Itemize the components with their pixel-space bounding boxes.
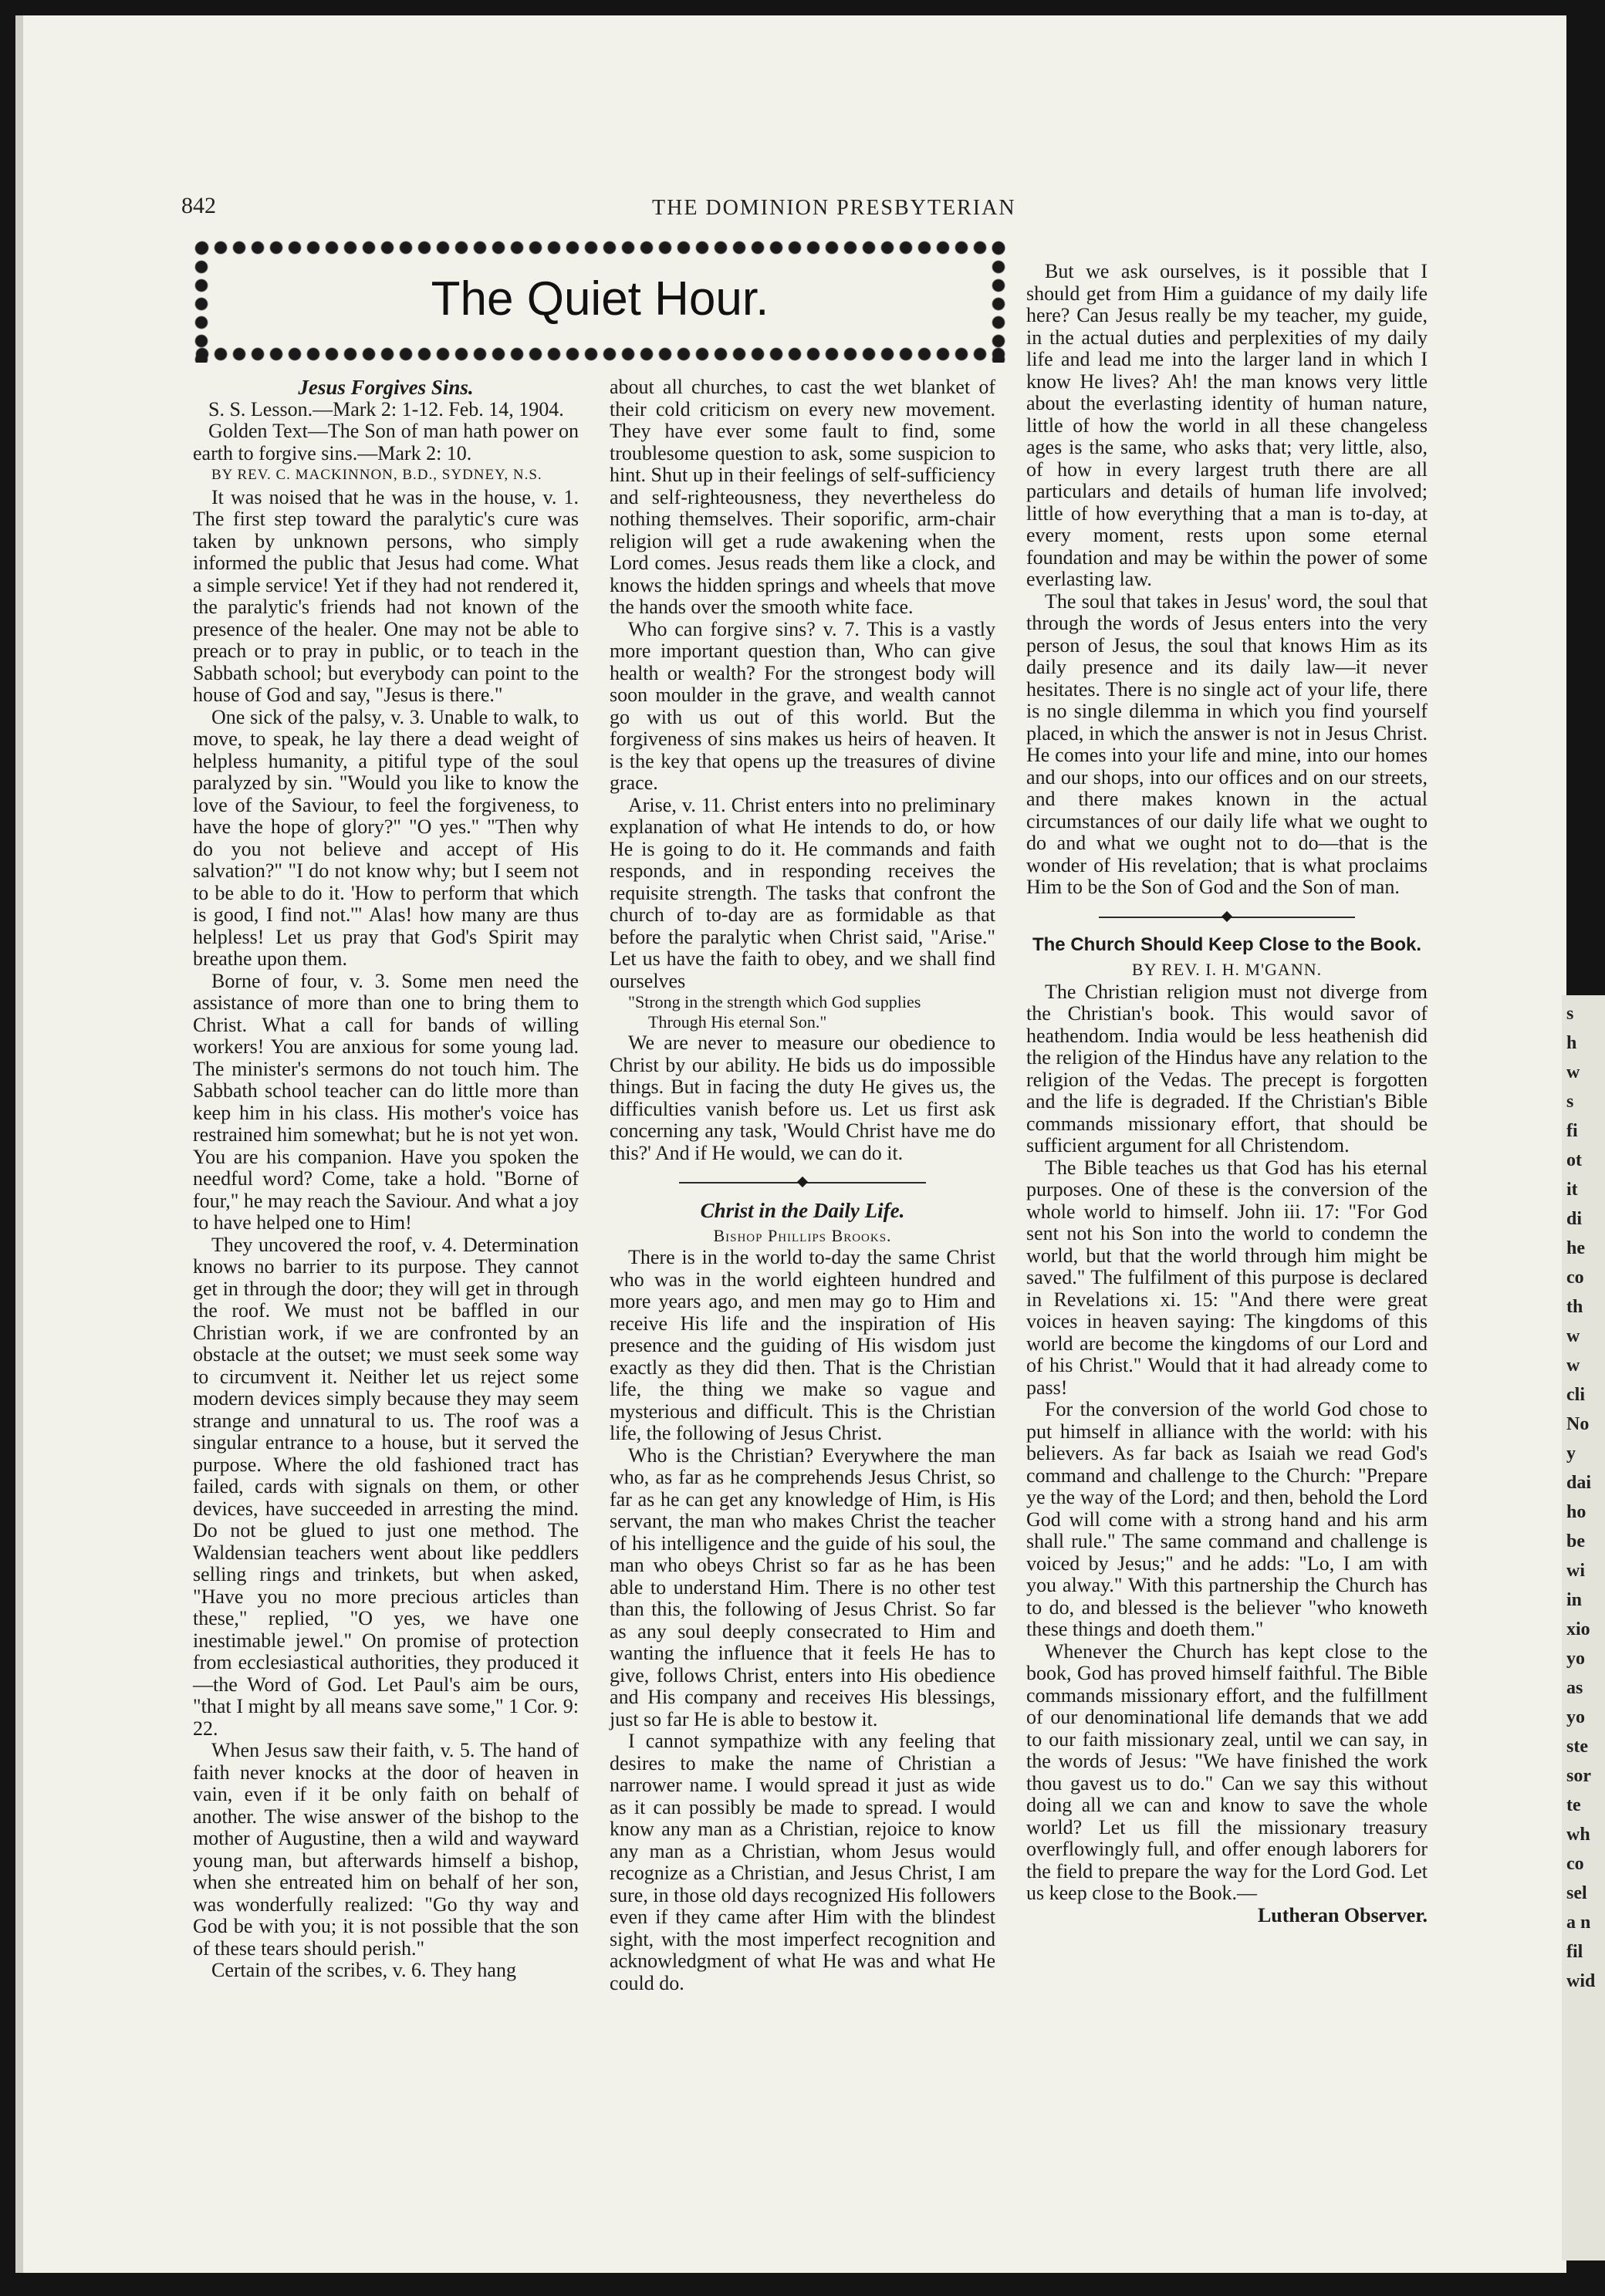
adjacent-page-fragment: as <box>1566 1678 1583 1698</box>
adjacent-page-fragment: a n <box>1566 1913 1591 1933</box>
adjacent-page-fragment: in <box>1566 1590 1583 1610</box>
article-paragraph: For the conversion of the world God chose to put himself in alliance with the world: with his believers. As far back as Isaiah we read God's command and challenge to the Church: "Prepare ye the way of the Lord; and then, behold the Lord God will come with a strong hand and his arm shall rule." The same command and challenge is voiced by Jesus;" and he adds: "Lo, I am with you alway." With this partnership the Church has to do, and blessed is the believer "who knoweth these things and doeth them." <box>1026 1398 1428 1640</box>
adjacent-page-edge <box>1562 995 1605 2261</box>
article-title-jesus-forgives-sins: Jesus Forgives Sins. <box>298 376 474 399</box>
adjacent-page-fragment: No <box>1566 1414 1590 1434</box>
article-byline: BY REV. I. H. M'GANN. <box>1131 960 1323 979</box>
ornamental-border-bottom <box>193 346 1007 363</box>
page-number: 842 <box>181 193 216 218</box>
adjacent-page-fragment: h <box>1566 1033 1577 1053</box>
article-title-church-keep-close: The Church Should Keep Close to the Book. <box>1032 934 1422 955</box>
article-paragraph: about all churches, to cast the wet blanket of their cold criticism on every new movement. They have ever some fault to find, some troublesome question to ask, some suspicion to hint. Shut up in their feelings of self-sufficiency and self-righteousness, they nevertheless do nothing themselves. Their soporific, arm-chair religion will get a rude awakening when the Lord comes. Jesus reads them like a clock, and knows the hidden springs and wheels that move the hands over the smooth white face. <box>610 376 995 618</box>
adjacent-page-fragment: ot <box>1566 1150 1582 1170</box>
adjacent-page-fragment: fi <box>1566 1121 1578 1141</box>
adjacent-page-fragment: he <box>1566 1238 1585 1258</box>
journal-title: THE DOMINION PRESBYTERIAN <box>652 196 1016 220</box>
article-paragraph: They uncovered the roof, v. 4. Determination knows no barrier to its purpose. They cannot get in through the door; they will get in through the roof. We must not be baffled in our Christian work, if we are confronted by an obstacle at the outset; we must seek some way to circumvent it. Neither let us reject some modern devices simply because they may seem strange and unnatural to us. The roof was a singular entrance to a house, but it served the purpose. Where the old fashioned tract has failed, cards with signals on them, or other devices, have succeeded in arresting the mind. Do not be glued to just one method. The Waldensian teachers went about like peddlers selling rings and trinkets, but when asked, "Have you no more precious articles than these," replied, "O yes, we have one inestimable jewel." On promise of protection from ecclesiastical authorities, they produced it—the Word of God. Let Paul's aim be ours, "that I might by all means save some," 1 Cor. 9: 22. <box>193 1233 579 1740</box>
golden-text: Golden Text—The Son of man hath power on earth to forgive sins.—Mark 2: 10. <box>193 420 579 464</box>
article-paragraph: There is in the world to-day the same Christ who was in the world eighteen hundred and more years ago, and men may go to Him and receive His life and the inspiration of His presence and the guiding of His wisdom just exactly as they did then. That is the Christian life, the thing we make so vague and mysterious and difficult. This is the Christian life, the following of Jesus Christ. <box>610 1246 995 1444</box>
quiet-hour-banner <box>193 239 1007 363</box>
poem-line: "Strong in the strength which God supplies <box>628 992 921 1011</box>
adjacent-page-fragment: xio <box>1566 1619 1590 1639</box>
adjacent-page-fragment: yo <box>1566 1649 1585 1669</box>
adjacent-page-fragment: te <box>1566 1795 1581 1815</box>
article-paragraph: We are never to measure our obedience to Christ by our ability. He bids us do impossible things. But in facing the duty He gives us, the difficulties vanish before us. Let us first ask concerning any task, 'Would Christ have me do this?' And if He would, we can do it. <box>610 1032 995 1164</box>
article-paragraph: The Bible teaches us that God has his eternal purposes. One of these is the conversion of the whole world to himself. John iii. 17: "For God sent not his Son into the world to condemn the world, but that the world through him might be saved." The fulfilment of this purpose is declared in Revelations xi. 15: "And there were great voices in heaven saying: The kingdoms of this world are become the kingdoms of our Lord and of his Christ." Would that it had already come to pass! <box>1026 1156 1428 1399</box>
article-byline: Bishop Phillips Brooks. <box>713 1225 892 1245</box>
article-paragraph: It was noised that he was in the house, v. 1. The first step toward the paralytic's cure was taken by unknown persons, who simply informed the public that Jesus had come. What a simple service! Yet if they had not rendered it, the paralytic's friends had not known of the presence of the healer. One may not be able to preach or to pray in public, or to teach in the Sabbath school; but everybody can point to the house of God and say, "Jesus is there." <box>193 485 579 706</box>
article-paragraph: Who is the Christian? Everywhere the man who, as far as he comprehends Jesus Christ, so far as he can get any knowledge of Him, is His servant, the man who makes Christ the teacher of his intelligence and the guide of his soul, the man who obeys Christ so far as he has been able to understand Him. There is no other test than this, the following of Jesus Christ. So far as any soul deeply consecrated to Him and wanting the influence that it feels He has to give, follows Christ, enters into His obedience and His company and receives His blessings, just so far He is able to bestow it. <box>610 1443 995 1730</box>
adjacent-page-fragment: yo <box>1566 1707 1585 1727</box>
article-paragraph: Whenever the Church has kept close to the book, God has proved himself faithful. The Bible commands missionary effort, and the fulfillment of our denominational life demands that we add to our faith missionary zeal, until we can say, in the words of Jesus: "We have finished the work thou gavest us to do." Can we say this without doing all we can and know to save the whole world? Let us fill the missionary treasury overflowingly full, and offer enough laborers for the field to prepare the way for the Lord God. Let us keep close to the Book.— <box>1026 1639 1428 1904</box>
article-paragraph: Who can forgive sins? v. 7. This is a vastly more important question than, Who can give health or wealth? For the strongest body will soon moulder in the grave, and wealth cannot go with us out of this world. But the forgiveness of sins makes us heirs of heaven. It is the key that opens up the treasures of divine grace. <box>610 617 995 794</box>
column-3 <box>1026 261 1428 1926</box>
article-paragraph: But we ask ourselves, is it possible that I should get from Him a guidance of my daily life here? Can Jesus really be my teacher, my guide, in the actual duties and perplexities of my daily life and lead me into the larger land in which I know He lives? Ah! the man knows very little about the everlasting identity of human nature, little of how the world in all these changeless ages is the same, who asks that; very little, also, of how in every largest truth there are all particulars and details of human life involved; little of how everything that a man is to-day, at every moment, rests upon some eternal foundation and may be within the power of some everlasting law. <box>1026 260 1428 590</box>
adjacent-page-fragment: be <box>1566 1531 1585 1551</box>
article-source: Lutheran Observer. <box>1257 1903 1428 1926</box>
adjacent-page-fragment: s <box>1566 1092 1574 1112</box>
adjacent-page-fragment: cli <box>1566 1385 1585 1405</box>
ornamental-border-top <box>193 239 1007 256</box>
adjacent-page-fragment: it <box>1566 1180 1578 1200</box>
article-paragraph: When Jesus saw their faith, v. 5. The hand of faith never knocks at the door of heaven in vain, even if it be only faith on behalf of another. The wise answer of the bishop to the mother of Augustine, then a wild and wayward young man, but afterwards himself a bishop, when she entreated him on behalf of her son, was wonderfully realized: "Go thy way and God be with you; it is not possible that the son of these tears should perish." <box>193 1739 579 1960</box>
adjacent-page-fragment: wi <box>1566 1561 1585 1581</box>
adjacent-page-fragment: w <box>1566 1326 1580 1346</box>
section-divider <box>1026 911 1428 922</box>
adjacent-page-fragment: th <box>1566 1297 1583 1317</box>
section-divider <box>610 1177 995 1187</box>
article-paragraph: I cannot sympathize with any feeling that desires to make the name of Christian a narrower name. I would spread it just as wide as it can possibly be made to spread. I would know any man as a Christian, rejoice to know any man as a Christian, whom Jesus would recognize as a Christian, and Jesus Christ, I am sure, in those old days recognized His followers even if they came after Him with the blindest sight, with the most imperfect recognition and acknowledgment of what He was and what He could do. <box>610 1730 995 1994</box>
adjacent-page-fragment: dai <box>1566 1473 1592 1493</box>
adjacent-page-fragment: fil <box>1566 1942 1583 1962</box>
column-1 <box>193 376 579 1982</box>
adjacent-page-fragment: wh <box>1566 1825 1590 1845</box>
article-paragraph: Arise, v. 11. Christ enters into no preliminary explanation of what He intends to do, or how He is going to do it. He commands and faith responds, and in responding receives the requisite strength. The tasks that confront the church of to-day are as formidable as that before the paralytic when Christ said, "Arise." Let us have the faith to obey, and we shall find ourselves <box>610 793 995 992</box>
adjacent-page-fragment: w <box>1566 1062 1580 1082</box>
adjacent-page-fragment: sor <box>1566 1766 1591 1786</box>
newspaper-page <box>15 15 1566 2273</box>
adjacent-page-fragment: ste <box>1566 1737 1588 1757</box>
column-2 <box>610 376 995 1994</box>
adjacent-page-fragment: ho <box>1566 1502 1586 1522</box>
poem-line: Through His eternal Son." <box>648 1012 827 1032</box>
adjacent-page-fragment: y <box>1566 1443 1576 1464</box>
adjacent-page-fragment: co <box>1566 1268 1584 1288</box>
article-paragraph: The soul that takes in Jesus' word, the soul that through the words of Jesus enters into the very person of Jesus, the soul that knows Him as its daily presence and its daily law—it never hesitates. There is no single act of your life, there is no single dilemma in which you find yourself placed, in which the answer is not in Jesus Christ. He comes into your life and mine, into our homes and our shops, into our offices and on our streets, and there makes known in the actual circumstances of our daily life what we ought to do and what we ought not to do—that is the wonder of His revelation; that is what proclaims Him to be the Son of God and the Son of man. <box>1026 589 1428 898</box>
article-byline: BY REV. C. MACKINNON, B.D., SYDNEY, N.S. <box>211 467 542 483</box>
article-paragraph: Borne of four, v. 3. Some men need the assistance of more than one to bring them to Christ. What a call for bands of willing workers! You are anxious for some young lad. The minister's sermons do not touch him. The Sabbath school teacher can do little more than keep him in his class. His mother's voice has restrained him somewhat; but he is not yet won. You are his companion. Have you spoken the needful word? Come, take a hold. "Borne of four," he may reach the Saviour. And what a joy to have helped one to Him! <box>193 969 579 1234</box>
section-title: The Quiet Hour. <box>431 272 769 326</box>
lesson-reference: S. S. Lesson.—Mark 2: 1-12. Feb. 14, 1904. <box>208 397 564 420</box>
article-paragraph: The Christian religion must not diverge from the Christian's book. This would savor of heathendom. India would be less heathenish did the religion of the Hindus have any relation to the religion of the Vedas. The precept is forgotten and the life is degraded. If the Christian's Bible commands missionary effort, that should be sufficient argument for all Christendom. <box>1026 980 1428 1156</box>
adjacent-page-fragment: wid <box>1566 1971 1596 1991</box>
adjacent-page-fragment: sel <box>1566 1883 1587 1903</box>
article-paragraph: One sick of the palsy, v. 3. Unable to walk, to move, to speak, he lay there a dead weight of helpless humanity, a pitiful type of the soul paralyzed by sin. "Would you like to know the love of the Saviour, to feel the forgiveness, to have the hope of glory?" "O yes." "Then why do you not believe and accept of His salvation?" "I do not know why; but I seem not to be able to do it. 'How to perform that which is good, I find not.'" Alas! how many are thus helpless! Let us pray that God's Spirit may breathe upon them. <box>193 705 579 970</box>
adjacent-page-fragment: di <box>1566 1209 1583 1229</box>
article-title-christ-daily-life: Christ in the Daily Life. <box>700 1199 905 1222</box>
adjacent-page-fragment: w <box>1566 1356 1580 1376</box>
article-paragraph: Certain of the scribes, v. 6. They hang <box>211 1959 516 1981</box>
running-head <box>181 193 1019 224</box>
adjacent-page-fragment: co <box>1566 1854 1584 1874</box>
adjacent-page-fragment: s <box>1566 1004 1574 1024</box>
